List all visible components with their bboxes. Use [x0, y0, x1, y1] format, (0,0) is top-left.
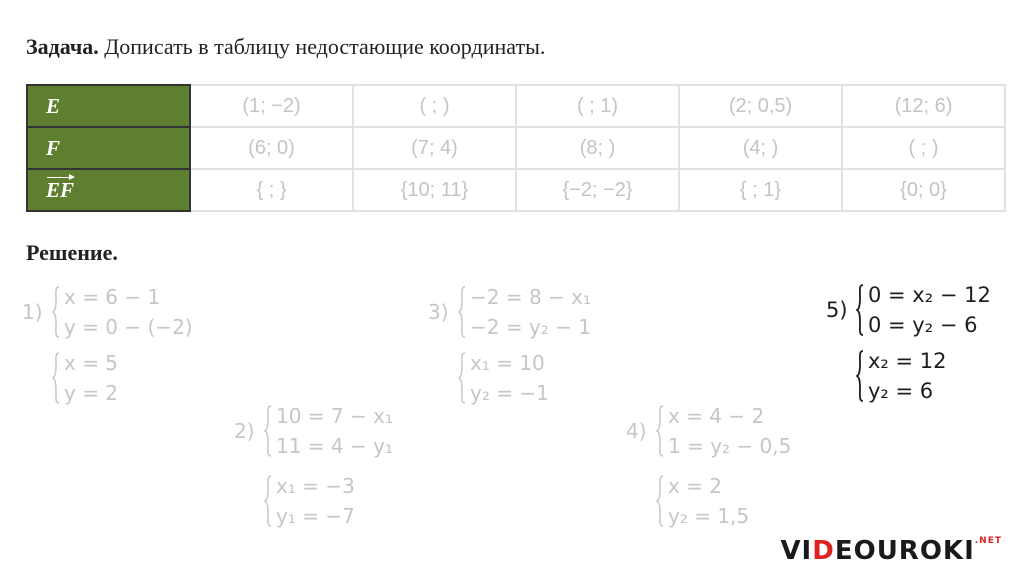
table-cell: (4; ) — [679, 127, 842, 169]
brace-icon — [52, 352, 60, 404]
equation-line: x₁ = 10 — [470, 351, 545, 375]
equation-line: x₂ = 12 — [868, 349, 947, 373]
equation-line: 11 = 4 − y₁ — [276, 434, 393, 458]
brace-icon — [458, 352, 466, 404]
brace-icon — [656, 475, 664, 527]
table-cell: (7; 4) — [353, 127, 516, 169]
equation-line: y₁ = −7 — [276, 504, 355, 528]
equation-line: y₂ = 1,5 — [668, 504, 750, 528]
task-statement — [26, 34, 545, 60]
vector-label: EF — [46, 177, 75, 202]
equation-line: 0 = x₂ − 12 — [868, 283, 991, 307]
equation-line: 0 = y₂ − 6 — [868, 313, 978, 337]
table-cell: {−2; −2} — [516, 169, 679, 211]
task-text: Дописать в таблицу недостающие координаты. — [98, 34, 546, 59]
table-cell: {0; 0} — [842, 169, 1005, 211]
row-label-ef — [27, 169, 190, 211]
equation-line: −2 = y₂ − 1 — [470, 315, 592, 339]
row-label-e: E — [27, 85, 190, 127]
table-cell: { ; } — [190, 169, 353, 211]
equation-line: 1 = y₂ − 0,5 — [668, 434, 792, 458]
equation-line: 10 = 7 − x₁ — [276, 404, 393, 428]
system-result — [856, 346, 1016, 406]
system-equations — [52, 282, 252, 342]
system-number: 2) — [234, 419, 255, 443]
equation-line: y₂ = −1 — [470, 381, 549, 405]
table-row-f — [27, 127, 1005, 169]
row-label-f: F — [27, 127, 190, 169]
solution-title: Решение. — [26, 240, 118, 265]
equation-line: x₁ = −3 — [276, 474, 355, 498]
system-number: 4) — [626, 419, 647, 443]
system-result — [52, 348, 212, 408]
equation-line: x = 4 − 2 — [668, 404, 765, 428]
system-number: 3) — [428, 300, 449, 324]
table-cell: ( ; ) — [353, 85, 516, 127]
equation-line: y = 2 — [64, 381, 119, 405]
brace-icon — [458, 286, 466, 338]
table-row-e — [27, 85, 1005, 127]
brace-icon — [52, 286, 60, 338]
system-equations — [458, 282, 638, 342]
equation-line: x = 6 − 1 — [64, 285, 161, 309]
system-number: 1) — [22, 300, 43, 324]
table-cell: (6; 0) — [190, 127, 353, 169]
brace-icon — [264, 475, 272, 527]
task-label: Задача. — [26, 34, 99, 59]
system-equations — [856, 280, 1024, 340]
videouroki-logo: $VIDEOUROKI^{.NET}$ — [772, 534, 1010, 568]
system-result — [656, 471, 816, 531]
equation-line: x = 2 — [668, 474, 723, 498]
table-cell: (12; 6) — [842, 85, 1005, 127]
system-number: 5) — [826, 298, 848, 322]
system-result — [458, 348, 618, 408]
equation-line: y₂ = 6 — [868, 379, 934, 403]
table-cell: {10; 11} — [353, 169, 516, 211]
system-result — [264, 471, 424, 531]
brace-icon — [856, 284, 864, 336]
table-row-ef — [27, 169, 1005, 211]
coordinates-table — [26, 84, 1006, 212]
table-cell: (2; 0,5) — [679, 85, 842, 127]
table-cell: ( ; ) — [842, 127, 1005, 169]
table-cell: (8; ) — [516, 127, 679, 169]
equation-line: x = 5 — [64, 351, 119, 375]
brace-icon — [264, 405, 272, 457]
system-equations — [656, 401, 846, 461]
system-equations — [264, 401, 444, 461]
brace-icon — [656, 405, 664, 457]
table-cell: (1; −2) — [190, 85, 353, 127]
table-cell: ( ; 1) — [516, 85, 679, 127]
equation-line: −2 = 8 − x₁ — [470, 285, 592, 309]
equation-line: y = 0 − (−2) — [64, 315, 193, 339]
brace-icon — [856, 350, 864, 402]
table-cell: { ; 1} — [679, 169, 842, 211]
